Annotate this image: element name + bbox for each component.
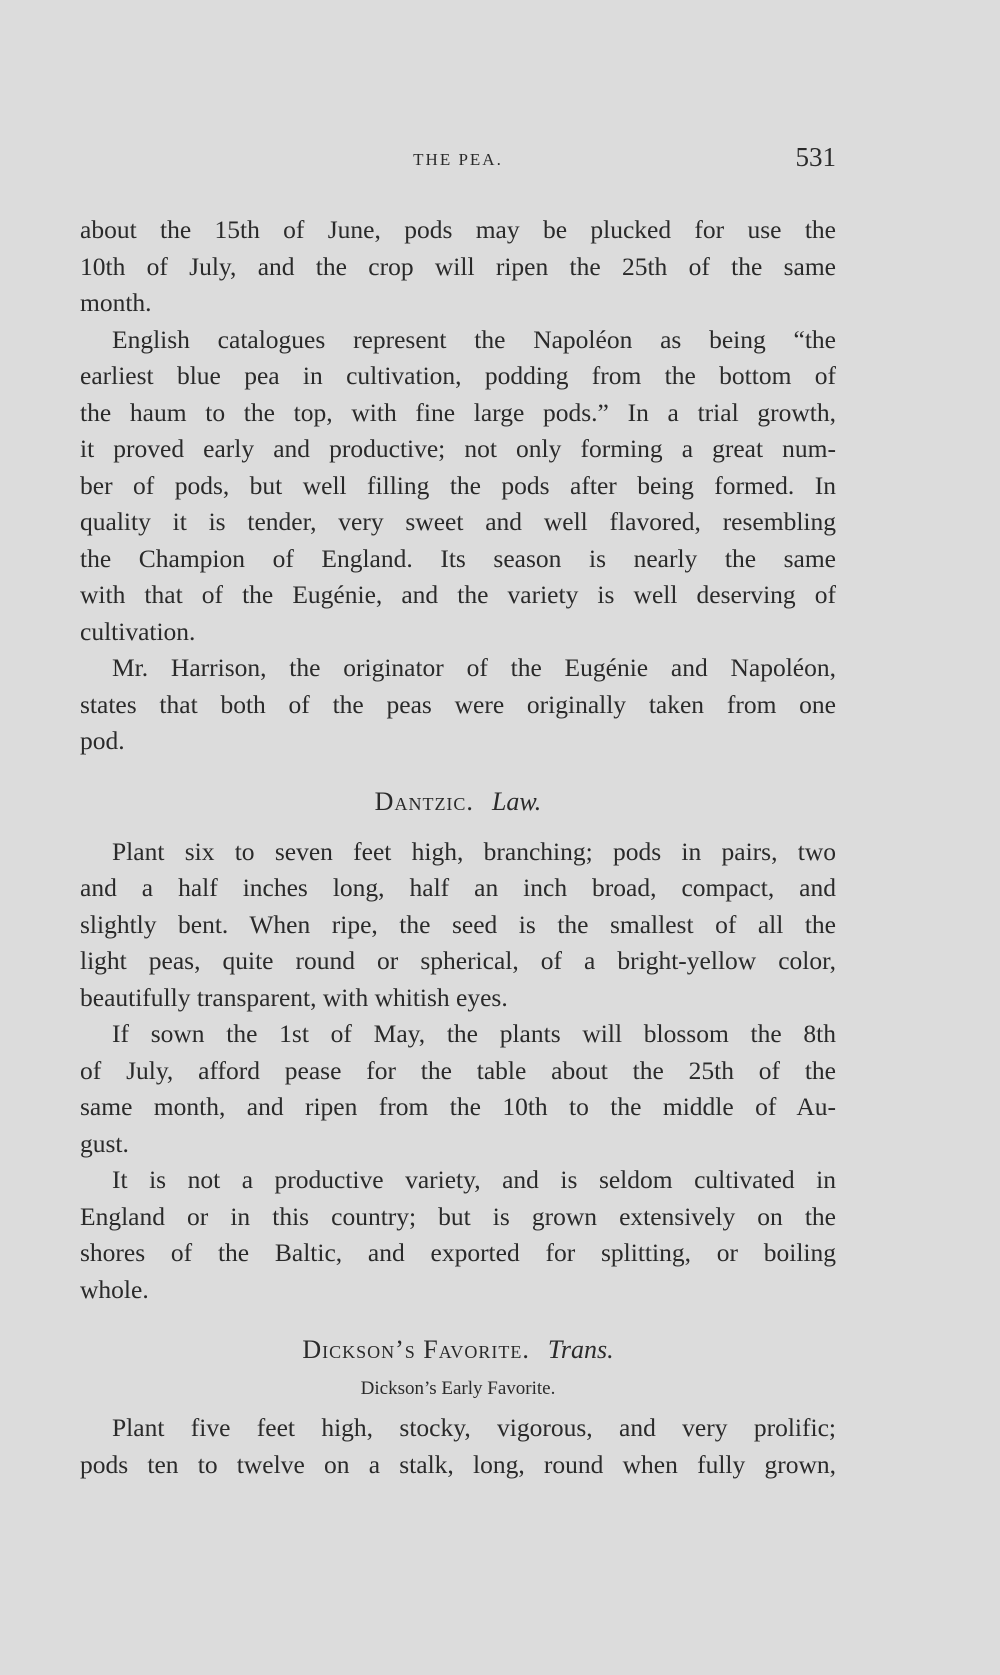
variety-heading: [80, 784, 836, 820]
paragraph: [80, 1162, 836, 1308]
paragraph: [80, 834, 836, 1017]
text-line: Plant six to seven feet high, branching; pods in pairs, two: [112, 836, 836, 866]
text-line: earliest blue pea in cultivation, podding from the bottom of: [80, 361, 836, 390]
text-line: with that of the Eugénie, and the variety is well deserving of: [80, 580, 836, 609]
text-line: light peas, quite round or spherical, of a bright-yellow color,: [80, 946, 836, 975]
running-title: THE PEA.: [413, 150, 503, 169]
variety-heading: [80, 1332, 836, 1368]
text-line: English catalogues represent the Napoléon as being “the: [112, 324, 836, 354]
paragraph: [80, 212, 836, 322]
text-line: 10th of July, and the crop will ripen the 25th of the same: [80, 251, 836, 281]
text-line: about the 15th of June, pods may be plucked for use the: [80, 215, 836, 244]
text-line: It is not a productive variety, and is seldom cultivated in: [112, 1165, 836, 1194]
variety-authority: Trans.: [547, 1335, 614, 1364]
paragraph: [80, 1410, 836, 1483]
text-line: cultivation.: [80, 616, 196, 646]
paragraph: [80, 1016, 836, 1162]
text-line: pods ten to twelve on a stalk, long, round when fully grown,: [80, 1449, 836, 1479]
text-line: If sown the 1st of May, the plants will blossom the 8th: [112, 1019, 836, 1048]
text-line: and a half inches long, half an inch broad, compact, and: [80, 873, 836, 902]
text-line: states that both of the peas were originally taken from one: [80, 689, 836, 719]
synonym-subheading: Dickson’s Early Favorite.: [360, 1378, 556, 1399]
page-number: 531: [795, 142, 836, 172]
text-line: whole.: [80, 1274, 149, 1304]
variety-name: Dantzic.: [374, 786, 474, 816]
text-line: of July, afford pease for the table about the 25th of the: [80, 1055, 836, 1085]
text-line: the Champion of England. Its season is nearly the same: [80, 543, 836, 573]
paragraph: [80, 322, 836, 651]
running-head: [80, 142, 836, 178]
text-line: beautifully transparent, with whitish eyes.: [80, 982, 508, 1012]
variety-name: Dickson’s Favorite.: [302, 1335, 530, 1364]
text-line: gust.: [80, 1128, 129, 1158]
text-line: slightly bent. When ripe, the seed is the smallest of all the: [80, 909, 836, 939]
text-line: quality it is tender, very sweet and well flavored, resembling: [80, 507, 836, 536]
text-line: England or in this country; but is grown extensively on the: [80, 1201, 836, 1231]
variety-authority: Law.: [491, 786, 542, 816]
text-line: month.: [80, 288, 152, 317]
text-line: same month, and ripen from the 10th to the middle of Au-: [80, 1092, 836, 1121]
text-line: shores of the Baltic, and exported for splitting, or boiling: [80, 1238, 836, 1267]
text-line: ber of pods, but well filling the pods after being formed. In: [80, 470, 836, 500]
paragraph: [80, 650, 836, 760]
text-line: Mr. Harrison, the originator of the Eugénie and Napoléon,: [112, 653, 836, 682]
text-line: Plant five feet high, stocky, vigorous, and very prolific;: [112, 1413, 836, 1442]
text-line: pod.: [80, 726, 125, 755]
page-body: [80, 212, 836, 1483]
text-line: it proved early and productive; not only forming a great num-: [80, 434, 836, 463]
text-line: the haum to the top, with fine large pods.” In a trial growth,: [80, 397, 836, 427]
